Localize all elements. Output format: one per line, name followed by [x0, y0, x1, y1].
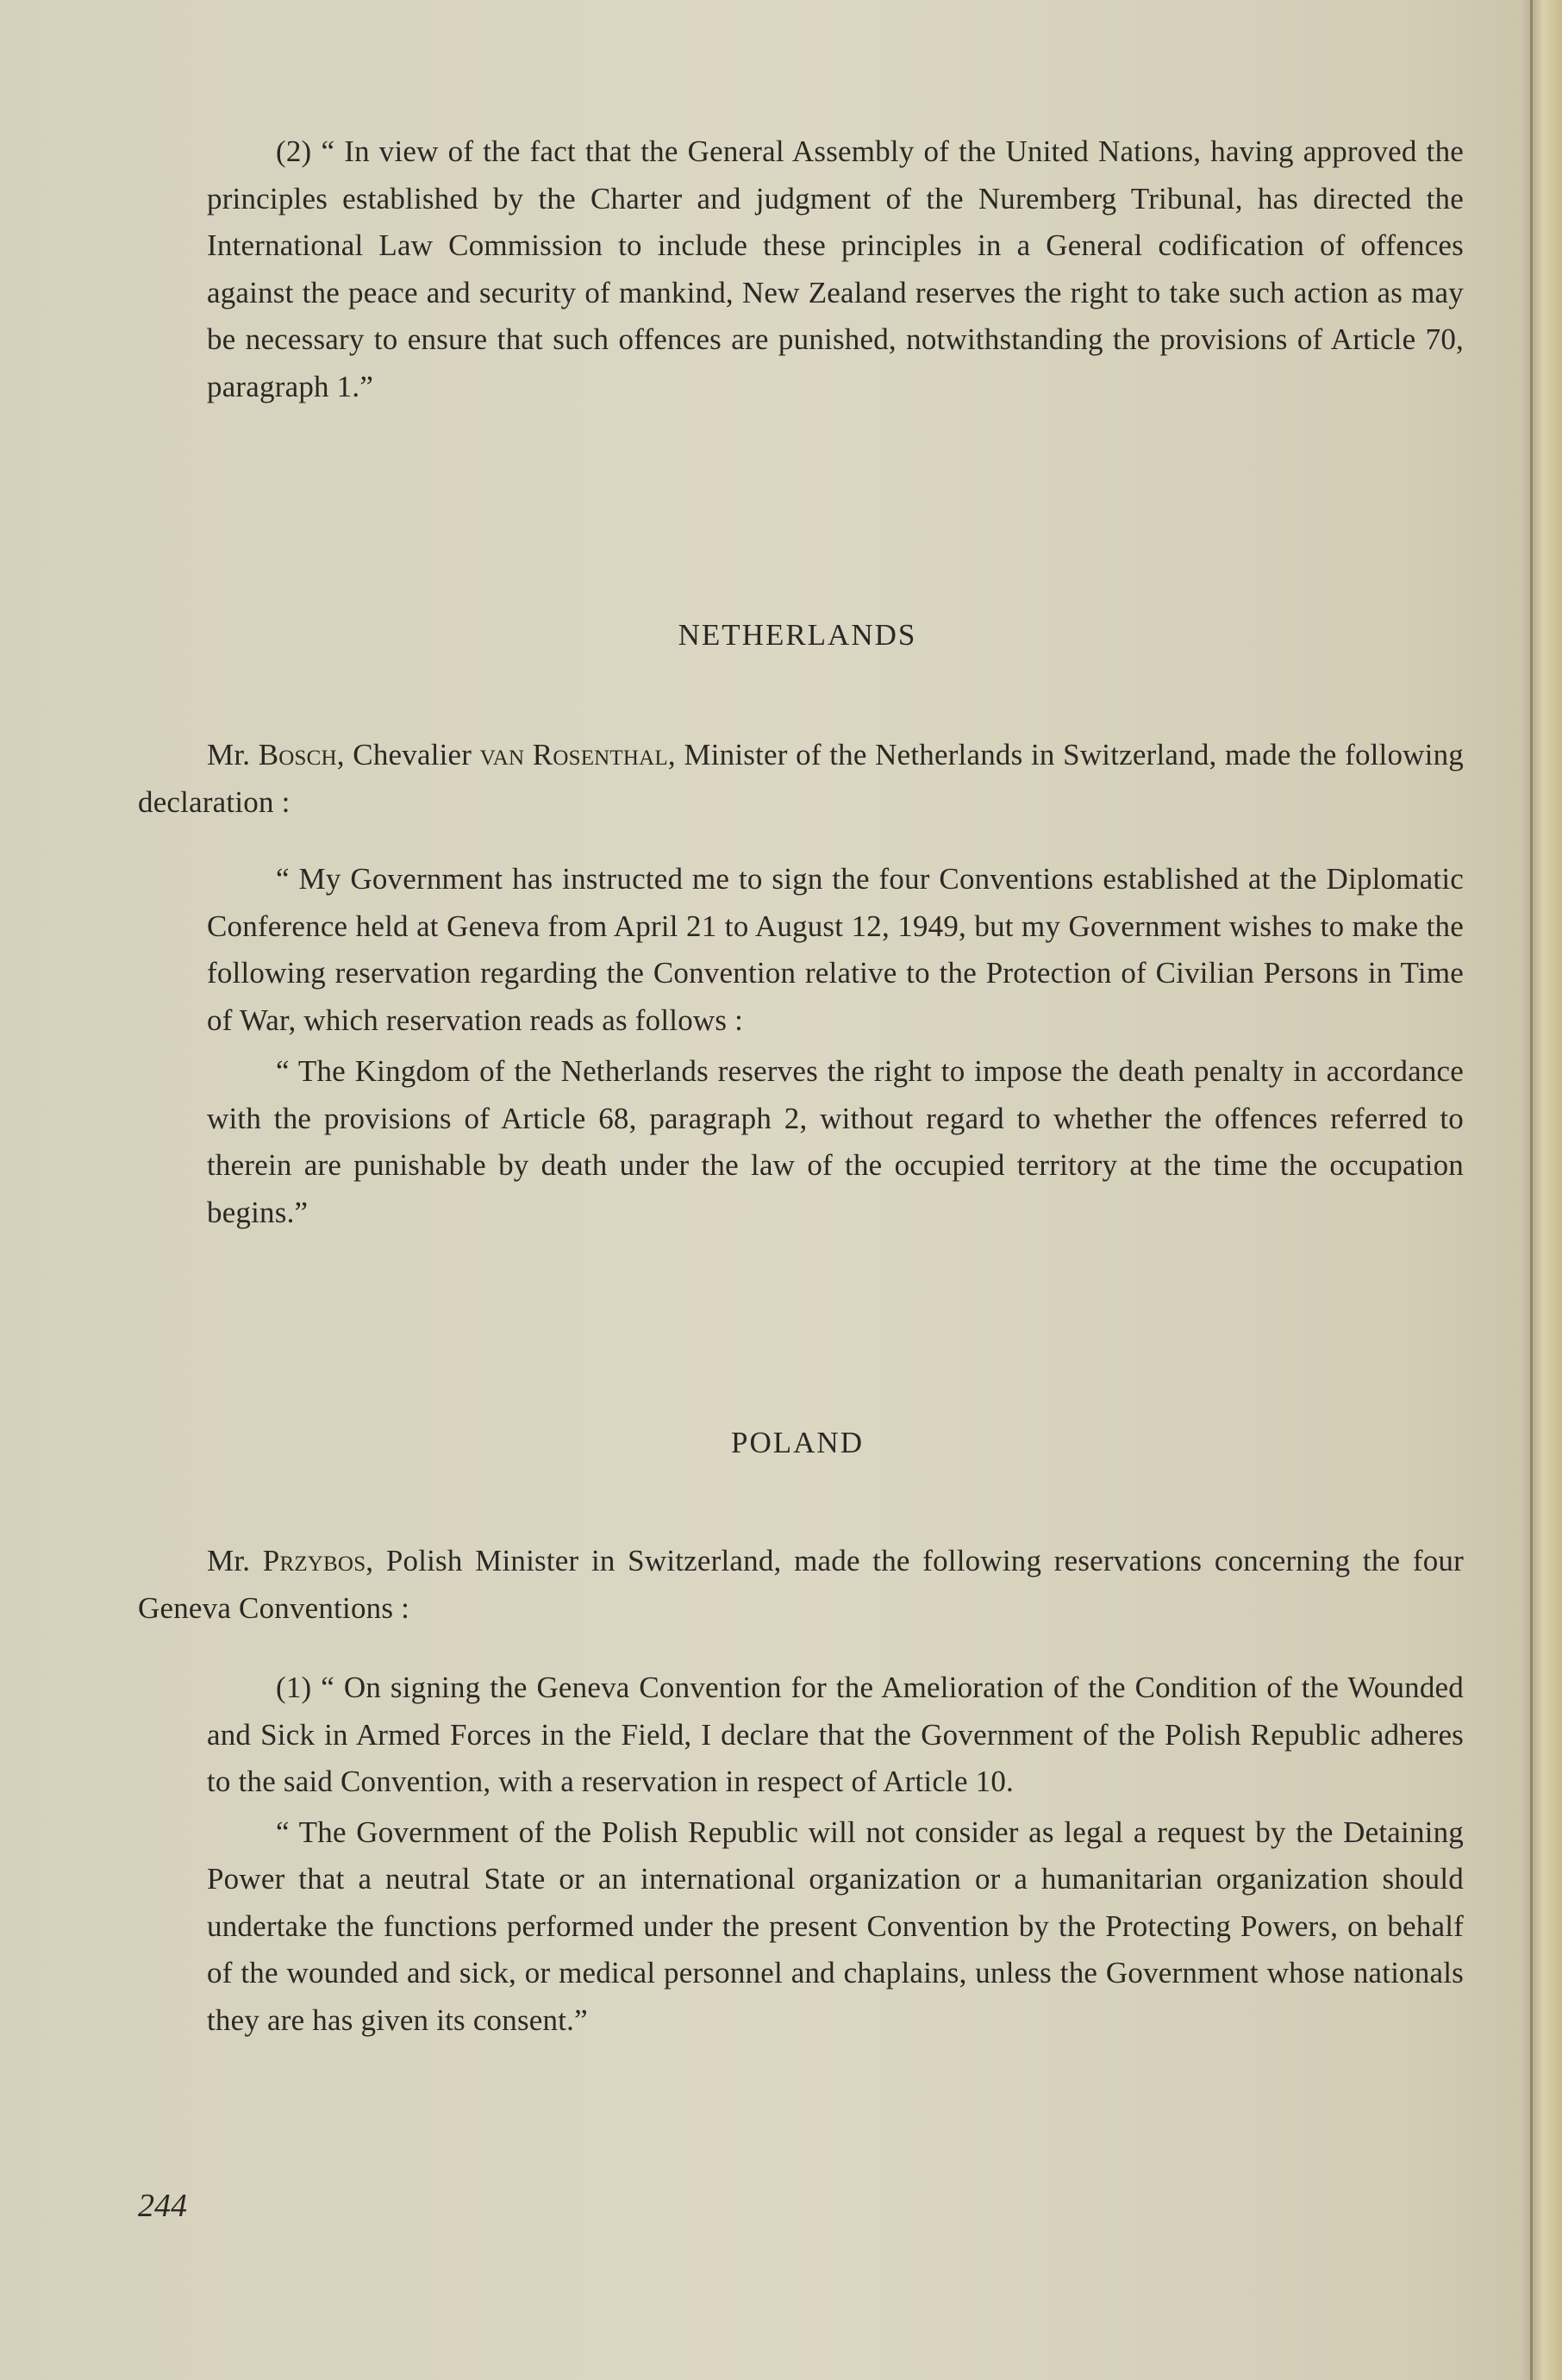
intro-rest: , Minister of the Netherlands in Switzerland, made the following declaration : [138, 738, 1464, 819]
heading-netherlands: NETHERLANDS [678, 618, 917, 652]
poland-reservation-1 [207, 1665, 1464, 2044]
nz-paragraph: (2) “ In view of the fact that the General Assembly of the United Nations, having approved the principles established by the Charter and judgment of the Nuremberg Tribunal, has directed the International Law Commission to include these principles in a General codification of offences against the peace and security of mankind, New Zealand reserves the right to take such action as may be necessary to ensure that such offences are punished, notwithstanding the provisions of Article 70, paragraph 1.” [207, 134, 1464, 403]
poland-intro [138, 1538, 1464, 1632]
intro-rest: , Polish Minister in Switzerland, made the following reservations concerning the four Geneva Conventions : [138, 1544, 1464, 1625]
minister-name-rosenthal: van Rosenthal [479, 738, 668, 771]
poland-item-1: (1) “ On signing the Geneva Convention for the Amelioration of the Condition of the Wounded and Sick in Armed Forces in the Field, I declare that the Government of the Polish Republic adheres to the said Convention, with a reservation in respect of Article 10. [207, 1671, 1464, 1798]
heading-poland: POLAND [731, 1426, 864, 1459]
minister-name-przybos: Przybos [262, 1544, 366, 1577]
netherlands-intro-paragraph [138, 732, 1464, 826]
book-spine-shadow [1521, 0, 1562, 2380]
page-number: 244 [138, 2188, 187, 2224]
poland-item-1-continued: “ The Government of the Polish Republic will not consider as legal a request by the Detaining Power that a neutral State or an international organization or a humanitarian organization should undertake the functions performed under the present Convention by the Protecting Powers, on behalf of the wounded and sick, or medical personnel and chaplains, unless the Government whose nationals they are has given its consent.” [207, 1815, 1464, 2037]
minister-name-bosch: Bosch [258, 738, 337, 771]
book-spine-line [1530, 0, 1533, 2380]
netherlands-quote-2: “ The Kingdom of the Netherlands reserves the right to impose the death penalty in accordance with the provisions of Article 68, paragraph 2, without regard to whether the offences referred to therein are punishable by death under the law of the occupied territory at the time the occupation begins.” [207, 1054, 1464, 1229]
intro-prefix: Mr. [207, 1544, 263, 1577]
netherlands-intro [138, 732, 1464, 826]
netherlands-declaration [207, 856, 1464, 1236]
netherlands-quote-1: “ My Government has instructed me to sign the four Conventions established at the Diplomatic Conference held at Geneva from April 21 to August 12, 1949, but my Government wishes to make the following reservation regarding the Convention relative to the Protection of Civilian Persons in Time of War, which reservation reads as follows : [207, 862, 1464, 1037]
intro-prefix: Mr. [207, 738, 259, 771]
poland-intro-paragraph [138, 1538, 1464, 1632]
intro-mid: , Chevalier [336, 738, 480, 771]
new-zealand-reservation-2 [207, 128, 1464, 410]
